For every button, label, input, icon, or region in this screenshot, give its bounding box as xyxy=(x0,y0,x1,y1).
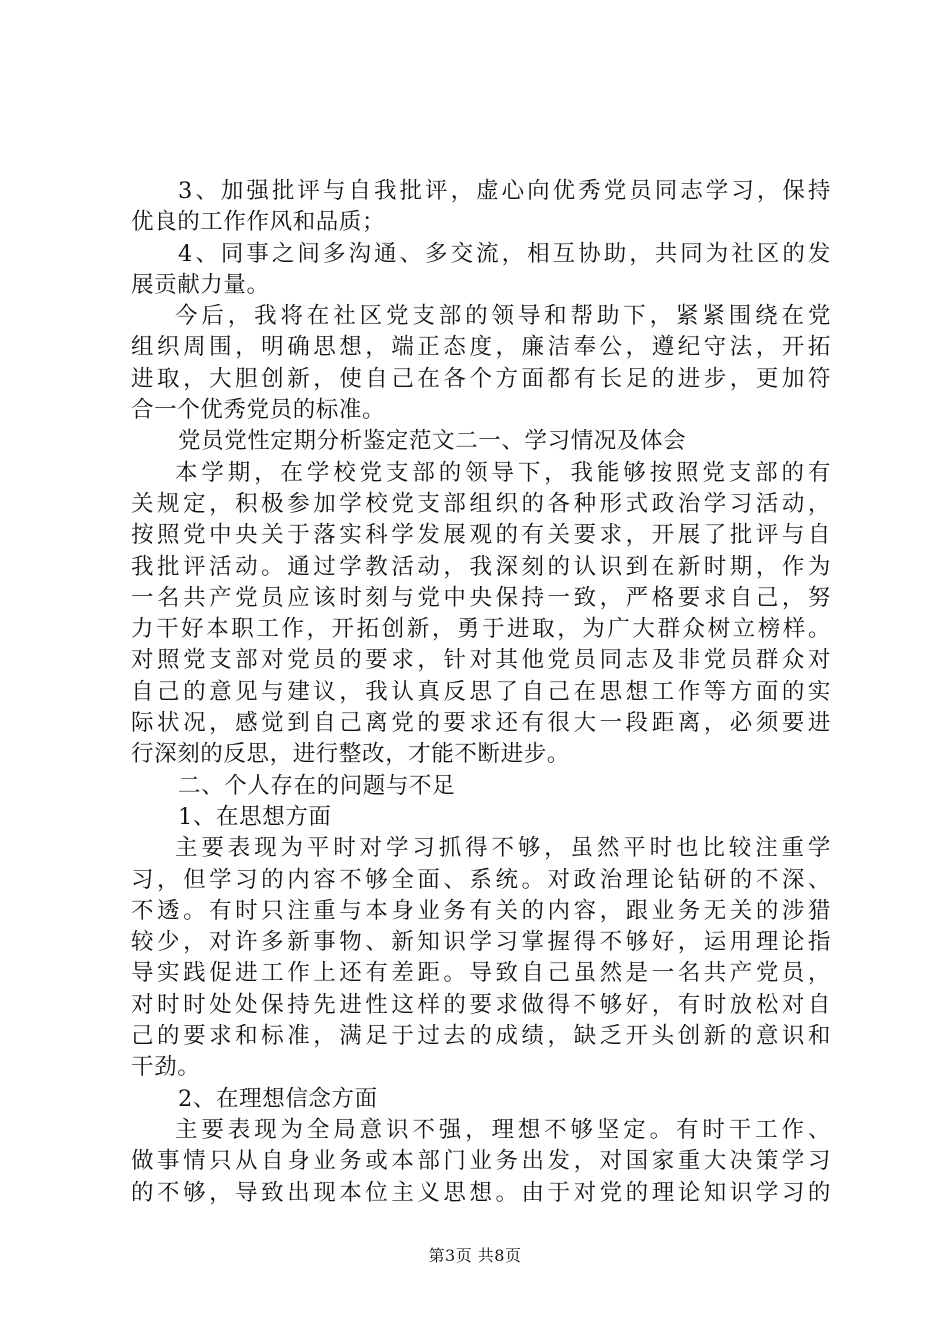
text-line: 二、个人存在的问题与不足 xyxy=(178,772,456,799)
text-line: 今后，我将在社区党支部的领导和帮助下，紧紧围绕在党 xyxy=(175,303,831,330)
text-line: 主要表现为全局意识不强，理想不够坚定。有时干工作、 xyxy=(175,1116,831,1143)
text-line: 做事情只从自身业务或本部门业务出发，对国家重大决策学习 xyxy=(131,1148,831,1175)
text-line: 较少，对许多新事物、新知识学习掌握得不够好，运用理论指 xyxy=(131,929,831,956)
text-line: 力干好本职工作，开拓创新，勇于进取，为广大群众树立榜样。 xyxy=(131,616,831,643)
text-line: 党员党性定期分析鉴定范文二一、学习情况及体会 xyxy=(178,428,687,455)
text-line: 我批评活动。通过学教活动，我深刻的认识到在新时期，作为 xyxy=(131,553,831,580)
text-line: 自己的意见与建议，我认真反思了自己在思想工作等方面的实 xyxy=(131,678,831,705)
text-line: 导实践促进工作上还有差距。导致自己虽然是一名共产党员， xyxy=(131,960,831,987)
text-line: 干劲。 xyxy=(131,1054,201,1081)
text-line: 组织周围，明确思想，端正态度，廉洁奉公，遵纪守法，开拓 xyxy=(131,334,831,361)
text-line: 主要表现为平时对学习抓得不够，虽然平时也比较注重学 xyxy=(175,835,831,862)
text-line: 的不够，导致出现本位主义思想。由于对党的理论知识学习的 xyxy=(131,1179,831,1206)
text-line: 3、加强批评与自我批评，虚心向优秀党员同志学习，保持 xyxy=(178,178,831,204)
page-number-label: 第3页 共8页 xyxy=(428,1246,522,1265)
text-line: 优良的工作作风和品质； xyxy=(131,209,386,236)
text-line: 1、在思想方面 xyxy=(178,803,332,830)
document-body xyxy=(131,176,831,1209)
text-line: 对照党支部对党员的要求，针对其他党员同志及非党员群众对 xyxy=(131,647,831,674)
text-line: 际状况，感觉到自己离党的要求还有很大一段距离，必须要进 xyxy=(131,710,831,737)
text-line: 4、同事之间多沟通、多交流，相互协助，共同为社区的发 xyxy=(178,240,831,267)
text-line: 不透。有时只注重与本身业务有关的内容，跟业务无关的涉猎 xyxy=(131,897,831,924)
text-line: 合一个优秀党员的标准。 xyxy=(131,397,386,424)
text-line: 进取，大胆创新，使自己在各个方面都有长足的进步，更加符 xyxy=(131,365,831,392)
text-line: 本学期，在学校党支部的领导下，我能够按照党支部的有 xyxy=(175,459,831,486)
page-footer xyxy=(0,1243,950,1266)
text-line: 对时时处处保持先进性这样的要求做得不够好，有时放松对自 xyxy=(131,991,831,1018)
text-line: 2、在理想信念方面 xyxy=(178,1085,378,1112)
text-line: 按照党中央关于落实科学发展观的有关要求，开展了批评与自 xyxy=(131,522,831,549)
text-line: 关规定，积极参加学校党支部组织的各种形式政治学习活动， xyxy=(131,490,831,517)
text-line: 行深刻的反思，进行整改，才能不断进步。 xyxy=(131,741,570,768)
text-line: 习，但学习的内容不够全面、系统。对政治理论钻研的不深、 xyxy=(131,866,831,893)
text-line: 一名共产党员应该时刻与党中央保持一致，严格要求自己，努 xyxy=(131,584,831,611)
text-line: 展贡献力量。 xyxy=(131,271,270,298)
text-line: 己的要求和标准，满足于过去的成绩，缺乏开头创新的意识和 xyxy=(131,1023,831,1050)
